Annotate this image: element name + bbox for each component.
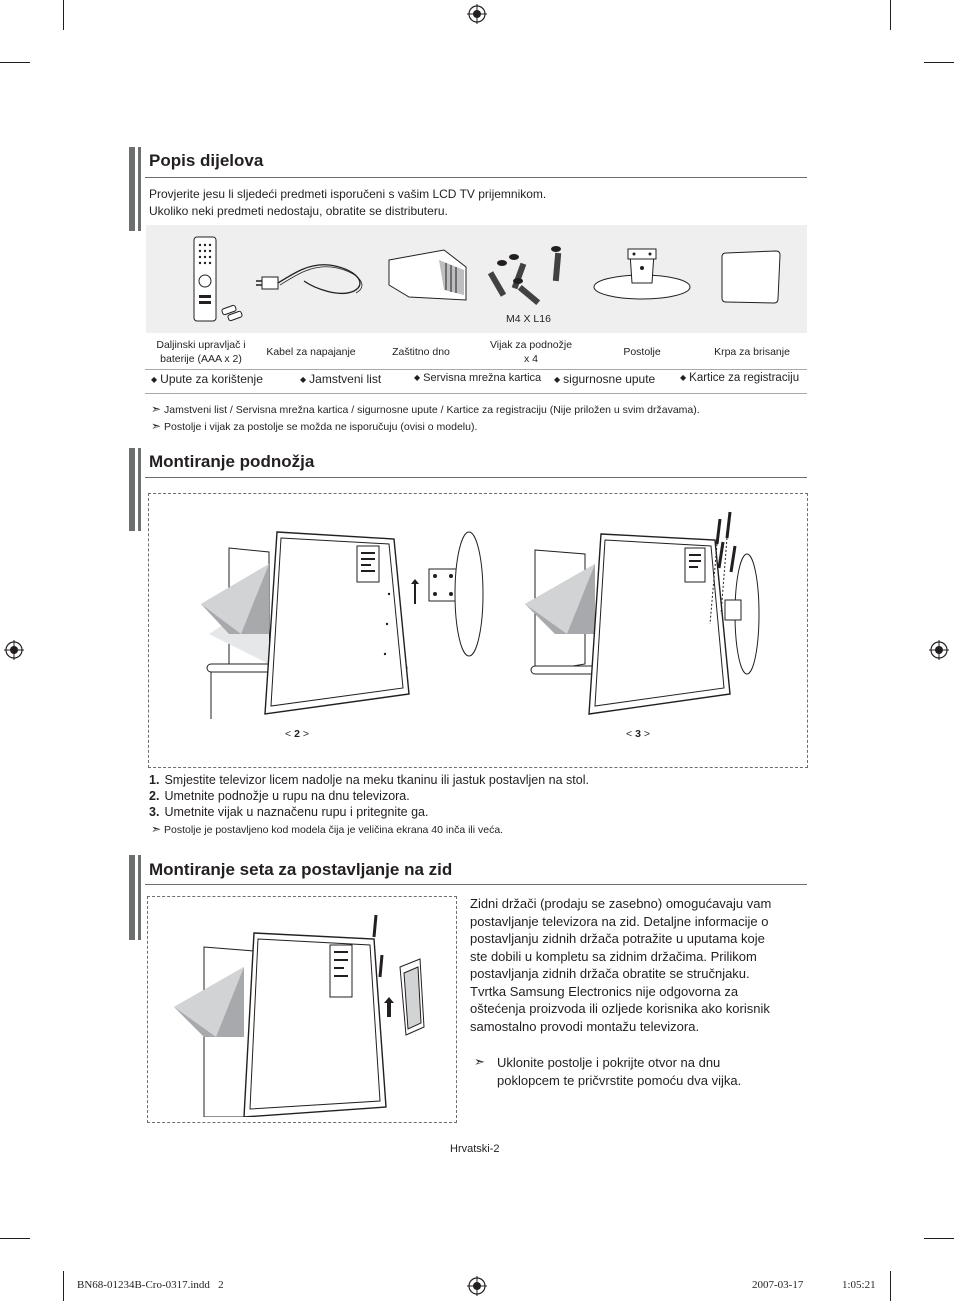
diamond-bullet-icon: ◆: [300, 375, 307, 384]
protective-cover-icon: [384, 245, 474, 305]
stand-icon: [592, 243, 692, 303]
diamond-bullet-icon: ◆: [151, 375, 158, 384]
file-name: BN68-01234B-Cro-0317.indd 2: [77, 1279, 224, 1291]
diamond-bullet-icon: ◆: [414, 373, 421, 382]
optional-item: ◆ Servisna mrežna kartica: [414, 372, 542, 384]
figure-caption-3: < 3 >: [626, 728, 650, 740]
diamond-bullet-icon: ◆: [554, 375, 561, 384]
section-marker: [129, 855, 141, 940]
optional-item: ◆ Jamstveni list: [300, 372, 382, 386]
part-label-remote: Daljinski upravljač i baterije (AAA x 2): [156, 339, 246, 365]
section-marker: [129, 147, 141, 231]
screw-spec-label: M4 X L16: [506, 313, 551, 325]
parts-illustration-band: [146, 225, 807, 333]
section-rule: [145, 884, 807, 885]
section-title-parts: Popis dijelova: [149, 151, 264, 170]
wall-note: Uklonite postolje i pokrijte otvor na dnu poklopcem te pričvrstite pomoću dva vijka.: [497, 1055, 742, 1088]
figure-caption-2: < 2 >: [285, 728, 309, 740]
note-arrow-icon: ➣: [151, 419, 162, 433]
stand-step: 1. Smjestite televizor licem nadolje na meku tkaninu ili jastuk postavljen na stol.: [149, 773, 589, 787]
part-label-power-cable: Kabel za napajanje: [266, 346, 356, 358]
remote-control-icon: [190, 235, 250, 325]
section-rule: [145, 477, 807, 478]
stand-mounting-figure-3: [525, 504, 805, 724]
part-label-screws: Vijak za podnožje x 4: [489, 339, 573, 365]
optional-item: ◆ Kartice za registraciju: [680, 372, 800, 384]
wall-mount-figure: [174, 907, 454, 1117]
section-title-stand: Montiranje podnožja: [149, 452, 315, 471]
note-arrow-icon: ➣: [474, 1054, 485, 1069]
stand-step: 3. Umetnite vijak u naznačenu rupu i pritegnite ga.: [149, 805, 429, 819]
registration-mark-icon: [4, 640, 24, 660]
parts-intro-line1: Provjerite jesu li sljedeći predmeti isporučeni s vašim LCD TV prijemnikom.: [149, 187, 547, 201]
page-number: Hrvatski-2: [450, 1143, 500, 1155]
part-label-stand: Postolje: [623, 346, 661, 358]
screws-icon: [486, 241, 576, 311]
parts-intro-line2: Ukoliko neki predmeti nedostaju, obratite se distributeru.: [149, 204, 448, 218]
note-arrow-icon: ➣: [151, 822, 162, 836]
section-rule: [145, 177, 807, 178]
cleaning-cloth-icon: [718, 247, 788, 307]
power-cable-icon: [254, 243, 374, 303]
stand-note: ➣ Postolje je postavljeno kod modela čija je veličina ekrana 40 inča ili veća.: [151, 822, 504, 836]
print-date: 2007-03-17: [752, 1279, 804, 1291]
optional-item: ◆ Upute za korištenje: [151, 372, 263, 386]
section-title-wall: Montiranje seta za postavljanje na zid: [149, 860, 453, 879]
wall-figure-box: [147, 896, 457, 1123]
stand-mounting-figure-2: [189, 524, 509, 724]
optional-item: ◆ sigurnosne upute: [554, 372, 656, 386]
part-label-cloth: Krpa za brisanje: [714, 346, 790, 358]
parts-note-1: ➣ Jamstveni list / Servisna mrežna kartica / sigurnosne upute / Kartice za registraciju (Nije priložen u svim državama).: [151, 402, 700, 416]
stand-figure-box: [148, 493, 808, 768]
registration-mark-icon: [467, 4, 487, 24]
section-marker: [129, 448, 141, 531]
print-time: 1:05:21: [842, 1279, 876, 1291]
stand-step: 2. Umetnite podnožje u rupu na dnu televizora.: [149, 789, 410, 803]
wall-paragraph: Zidni držači (prodaju se zasebno) omogućavaju vam postavljanje televizora na zid. Detaljne informacije o postavljanju zidnih držača potražite u uputama koje ste dobili u kompletu sa zidnim držačima. Prilikom postavljanja zidnih držača obratite se stručnjaku. Tvrtka Samsung Electronics nije odgovorna za oštećenja proizvoda ili ozljede korisnika ako korisnik samostalno provodi montažu televizora.: [470, 896, 772, 1034]
optional-items-top-rule: [145, 369, 807, 370]
registration-mark-icon: [929, 640, 949, 660]
diamond-bullet-icon: ◆: [680, 373, 687, 382]
registration-mark-icon: [467, 1276, 487, 1296]
note-arrow-icon: ➣: [151, 402, 162, 416]
part-label-cover: Zaštitno dno: [392, 346, 450, 358]
optional-items-bottom-rule: [145, 393, 807, 394]
parts-note-2: ➣ Postolje i vijak za postolje se možda ne isporučuju (ovisi o modelu).: [151, 419, 478, 433]
